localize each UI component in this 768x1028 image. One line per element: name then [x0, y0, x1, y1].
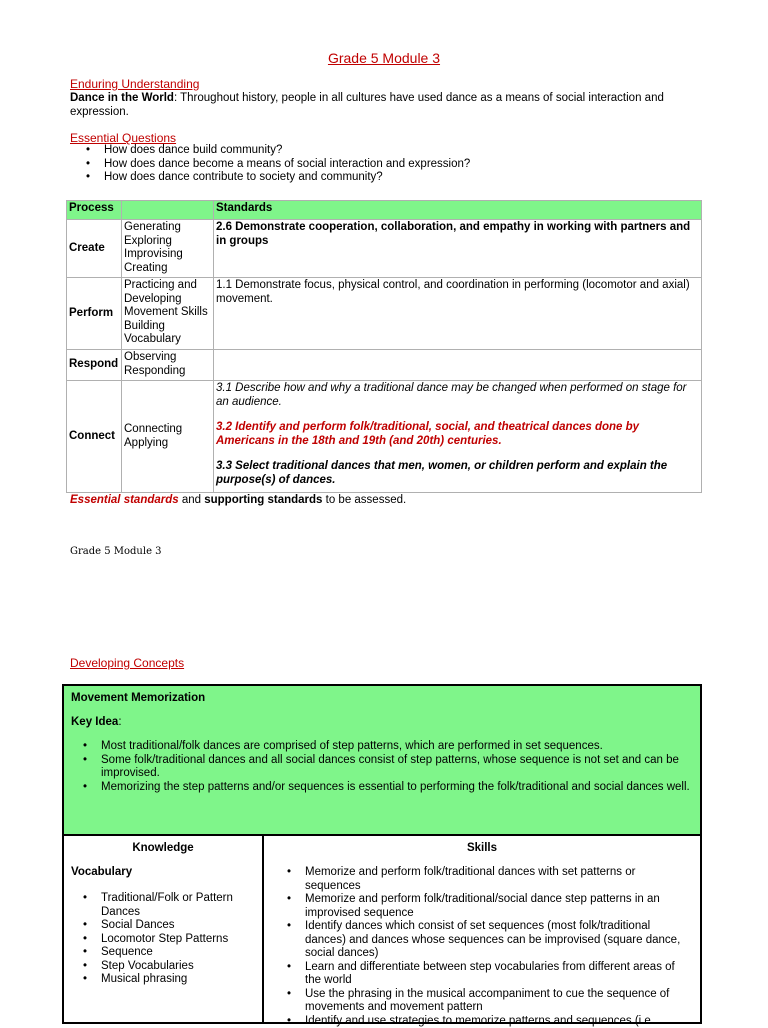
standard-3-1: 3.1 Describe how and why a traditional dance may be changed when performed on stage for an audience. [216, 382, 699, 409]
process-respond: Respond [67, 350, 122, 381]
concept-box [62, 684, 702, 1024]
skill-item: • Use the phrasing in the musical accompaniment to cue the sequence of movements and movement pattern [269, 988, 689, 1015]
skill-item: • Identify dances which consist of set sequences (most folk/traditional dances) and dances whose sequences can be improvised (square dance, social dances) [269, 920, 689, 961]
page-title: Grade 5 Module 3 [0, 50, 768, 66]
activity: Creating [124, 262, 211, 276]
essential-questions-heading: Essential Questions [70, 131, 176, 145]
activity: Generating [124, 221, 211, 235]
legend-tail: to be assessed. [322, 494, 406, 506]
activity: Movement Skills [124, 306, 211, 320]
skill-item: • Memorize and perform folk/traditional dances with set patterns or sequences [269, 866, 689, 893]
skill-item: • Memorize and perform folk/traditional/social dance step patterns in an improvised sequence [269, 893, 689, 920]
header-activities [122, 201, 214, 220]
knowledge-heading: Knowledge [71, 842, 255, 854]
concept-header [64, 686, 700, 836]
skill-item: • Learn and differentiate between step vocabularies from different areas of the world [269, 961, 689, 988]
key-idea-item: • Memorizing the step patterns and/or sequences is essential to performing the folk/traditional and social dances well. [65, 781, 693, 795]
table-header-row [67, 201, 702, 220]
activity: Developing [124, 293, 211, 307]
question-item: • How does dance contribute to society and community? [68, 171, 698, 185]
activity: Applying [124, 437, 211, 451]
key-idea-item: • Most traditional/folk dances are comprised of step patterns, which are performed in set sequences. [65, 740, 693, 754]
knowledge-column [64, 836, 264, 1022]
standard-perform: 1.1 Demonstrate focus, physical control, and coordination in performing (locomotor and axial) movement. [214, 278, 702, 350]
activity: Observing [124, 351, 211, 365]
developing-concepts-heading: Developing Concepts [70, 656, 184, 670]
standards-table [66, 200, 702, 493]
enduring-heading: Enduring Understanding [70, 77, 199, 91]
activity: Vocabulary [124, 333, 211, 347]
header-standards: Standards [214, 201, 702, 220]
standards-connect [214, 381, 702, 493]
activity: Practicing and [124, 279, 211, 293]
standard-3-2: 3.2 Identify and perform folk/traditional, social, and theatrical dances done by Americans in the 18th and 19th (and 20th) centuries. [216, 421, 699, 448]
vocabulary-item: • Traditional/Folk or Pattern Dances [65, 892, 255, 919]
skill-item: • Identify and use strategies to memorize patterns and sequences (i.e. [269, 1015, 689, 1028]
key-idea-colon: : [118, 716, 121, 728]
legend-supporting: supporting standards [204, 494, 322, 506]
page-footer: Grade 5 Module 3 [70, 546, 162, 557]
table-row-perform [67, 278, 702, 350]
vocabulary-item: • Step Vocabularies [65, 960, 255, 974]
vocabulary-heading: Vocabulary [71, 866, 255, 878]
vocabulary-item: • Sequence [65, 946, 255, 960]
skills-column [264, 836, 700, 1022]
process-create: Create [67, 220, 122, 278]
activity: Responding [124, 365, 211, 379]
standard-respond [214, 350, 702, 381]
skills-list [269, 866, 693, 1028]
enduring-body: : Throughout history, people in all cultures have used dance as a means of social interaction and expression. [70, 92, 664, 118]
vocabulary-list [65, 892, 255, 987]
standard-create: 2.6 Demonstrate cooperation, collaboration, and empathy in working with partners and in groups [214, 220, 702, 278]
process-perform: Perform [67, 278, 122, 350]
vocabulary-item: • Social Dances [65, 919, 255, 933]
activities-connect [122, 381, 214, 493]
question-item: • How does dance build community? [68, 144, 698, 158]
table-row-create [67, 220, 702, 278]
table-row-connect [67, 381, 702, 493]
standard-3-3: 3.3 Select traditional dances that men, women, or children perform and explain the purpose(s) of dances. [216, 460, 699, 487]
process-connect: Connect [67, 381, 122, 493]
standards-legend [70, 494, 406, 506]
skills-heading: Skills [271, 842, 693, 854]
table-row-respond [67, 350, 702, 381]
activities-create [122, 220, 214, 278]
activity: Building [124, 320, 211, 334]
activity: Connecting [124, 423, 211, 437]
key-ideas-list [65, 740, 693, 794]
activities-respond [122, 350, 214, 381]
concept-title: Movement Memorization [71, 692, 693, 704]
header-process: Process [67, 201, 122, 220]
vocabulary-item: • Musical phrasing [65, 973, 255, 987]
activities-perform [122, 278, 214, 350]
essential-questions-list [68, 144, 698, 185]
vocabulary-item: • Locomotor Step Patterns [65, 933, 255, 947]
activity: Improvising [124, 248, 211, 262]
activity: Exploring [124, 235, 211, 249]
legend-and: and [179, 494, 205, 506]
key-idea-item: • Some folk/traditional dances and all social dances consist of step patterns, whose sequence is not set and can be improvised. [65, 754, 693, 781]
enduring-lead: Dance in the World [70, 92, 174, 104]
question-item: • How does dance become a means of social interaction and expression? [68, 158, 698, 172]
key-idea-label [71, 716, 693, 728]
key-idea-word: Key Idea [71, 716, 118, 728]
legend-essential: Essential standards [70, 494, 179, 506]
enduring-text [70, 92, 700, 119]
